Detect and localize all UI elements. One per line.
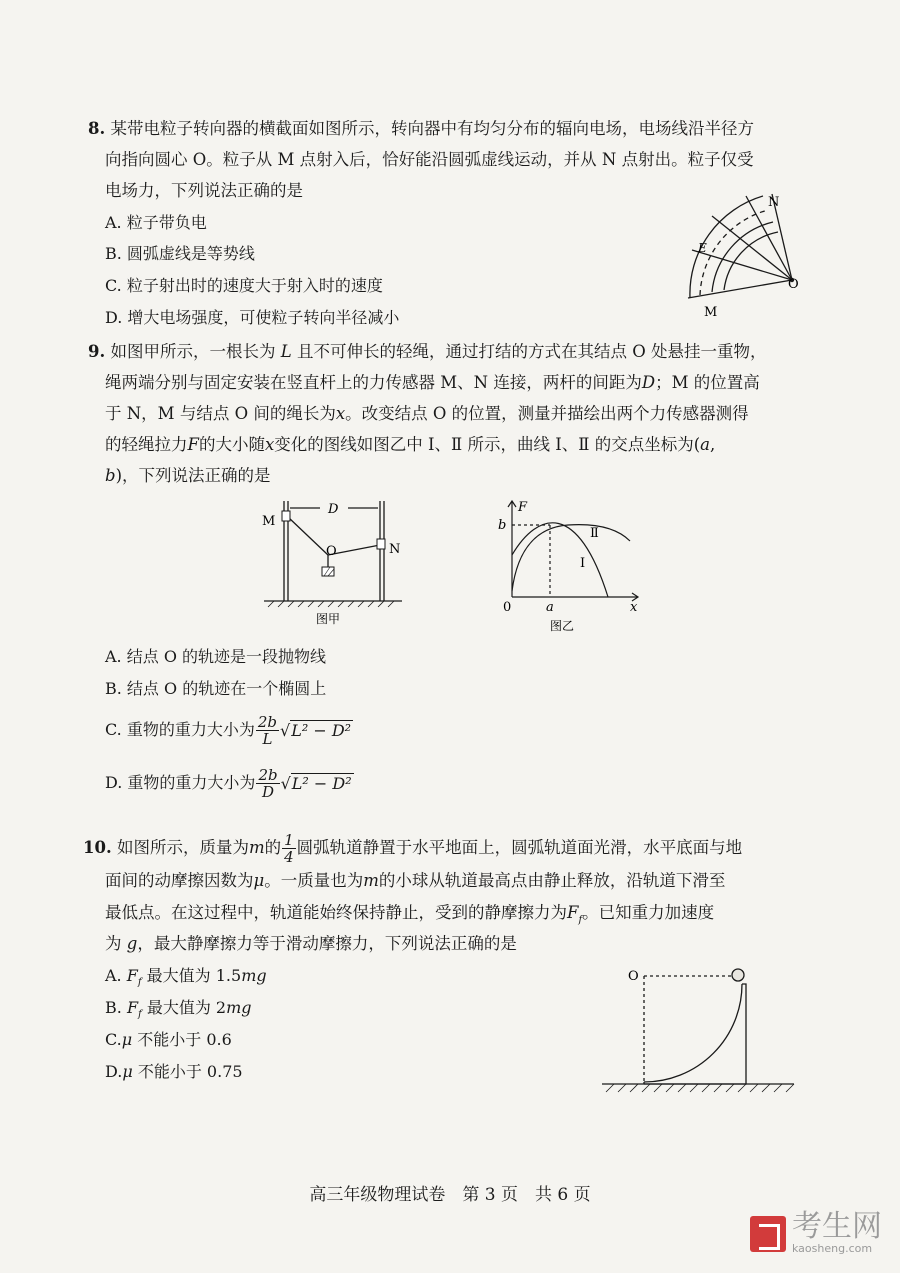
q9-curve-1: Ⅰ [580, 556, 586, 571]
q8-label-e: E [698, 241, 707, 255]
q10-label-o: O [628, 969, 639, 984]
q9-caption-jia: 图甲 [316, 612, 341, 625]
q8-label-o: O [788, 277, 799, 292]
q10-option-d: D.μ 不能小于 0.75 [105, 1062, 243, 1081]
q9-label-d: D [328, 502, 339, 517]
q9-option-d: D. 重物的重力大小为 $\frac{2b}{D}$ √L² − D² [105, 766, 352, 801]
q8-line3: 电场力，下列说法正确的是 [105, 181, 303, 200]
q9-figure-yi [498, 495, 648, 635]
q8-line1: 8. 某带电粒子转向器的横截面如图所示，转向器中有均匀分布的辐向电场，电场线沿半径方 [88, 119, 754, 138]
q8-option-a: A. 粒子带负电 [105, 213, 207, 232]
q9-figure-jia [258, 495, 408, 625]
q9-tick-b: b [498, 518, 507, 533]
q8-option-b: B. 圆弧虚线是等势线 [105, 244, 255, 263]
q10-option-c: C.μ 不能小于 0.6 [105, 1030, 232, 1049]
q10-line3: 最低点。在这过程中，轨道能始终保持静止，受到的静摩擦力为$F_f$。已知重力加速度 [105, 903, 715, 926]
q9-tick-a: a [546, 600, 554, 615]
q10-line4: 为 g，最大静摩擦力等于滑动摩擦力，下列说法正确的是 [105, 934, 517, 953]
watermark-logo-icon [750, 1216, 786, 1252]
q10-line2: 面间的动摩擦因数为μ。一质量也为m的小球从轨道最高点由静止释放，沿轨道下滑至 [105, 871, 726, 890]
q9-line3: 于 N，M 与结点 O 间的绳长为x。改变结点 O 的位置，测量并描绘出两个力传感器测得 [105, 404, 749, 423]
q8-line2: 向指向圆心 O。粒子从 M 点射入后，恰好能沿圆弧虚线运动，并从 N 点射出。粒子仅受 [105, 150, 754, 169]
watermark: 考生网 kaosheng.com [750, 1212, 882, 1255]
q9-label-m: M [262, 514, 276, 529]
q9-line4: 的轻绳拉力F的大小随x变化的图线如图乙中 Ⅰ、Ⅱ 所示，曲线 Ⅰ、Ⅱ 的交点坐标为(a, [105, 435, 716, 454]
q9-origin: 0 [503, 600, 512, 615]
q8-figure-deflector [670, 180, 810, 320]
q10-option-b: B. $F_f$ 最大值为 2mg [105, 998, 252, 1021]
q9-label-n: N [389, 542, 401, 557]
q10-option-a: A. $F_f$ 最大值为 1.5mg [105, 966, 267, 989]
q9-axis-f: F [518, 500, 528, 515]
q8-option-c: C. 粒子射出时的速度大于射入时的速度 [105, 276, 383, 295]
q8-option-d: D. 增大电场强度，可使粒子转向半径减小 [105, 308, 400, 327]
q8-label-n: N [768, 195, 780, 210]
q9-option-c: C. 重物的重力大小为 $\frac{2b}{L}$ √L² − D² [105, 713, 352, 748]
q10-line1: 10. 如图所示，质量为m的 $\frac{1}{4}$ 圆弧轨道静置于水平地面上，圆弧轨道面光滑，水平底面与地 [83, 831, 743, 866]
q8-label-m: M [704, 305, 718, 320]
q9-option-b: B. 结点 O 的轨迹在一个椭圆上 [105, 679, 327, 698]
q9-line1: 9. 如图甲所示，一根长为 L 且不可伸长的轻绳，通过打结的方式在其结点 O 处悬挂一重物， [88, 342, 767, 361]
q9-line2: 绳两端分别与固定安装在竖直杆上的力传感器 M、N 连接，两杆的间距为D；M 的位置高 [105, 373, 760, 392]
q9-caption-yi: 图乙 [550, 619, 575, 633]
q9-axis-x: x [630, 600, 638, 615]
q9-curve-2: Ⅱ [590, 526, 599, 541]
q9-label-o: O [326, 544, 337, 559]
page-footer: 高三年级物理试卷 第 3 页 共 6 页 [309, 1185, 591, 1205]
q10-figure-arc-track [598, 962, 798, 1102]
q9-option-a: A. 结点 O 的轨迹是一段抛物线 [105, 647, 327, 666]
q9-line5: b)，下列说法正确的是 [105, 466, 271, 485]
